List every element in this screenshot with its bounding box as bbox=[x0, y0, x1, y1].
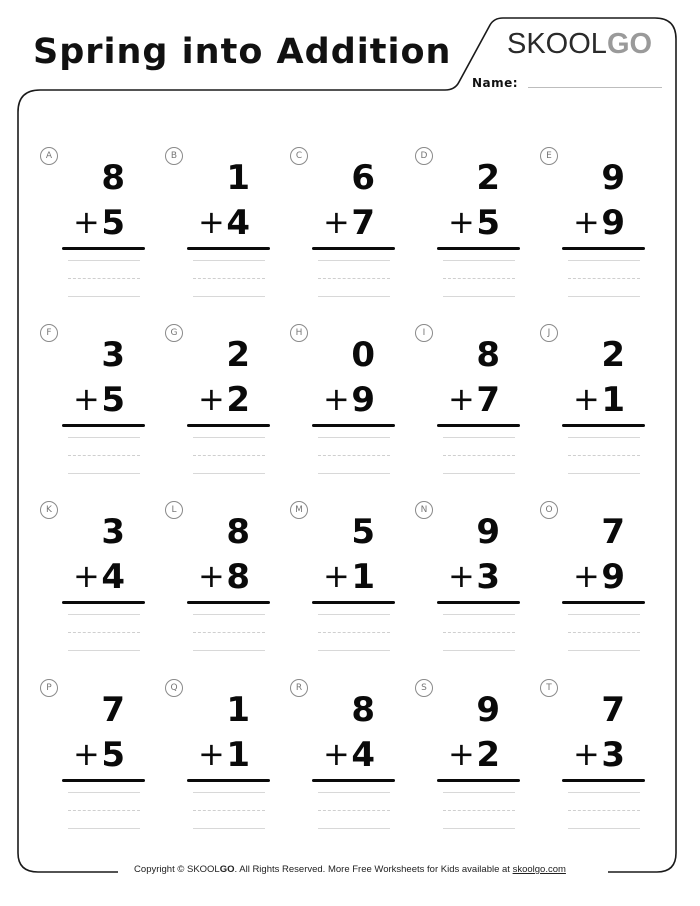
plus-sign: + bbox=[573, 380, 600, 418]
problem-s bbox=[415, 672, 515, 842]
sum-line bbox=[187, 247, 270, 250]
bottom-addend: 4 bbox=[351, 735, 375, 775]
sum-line bbox=[312, 779, 395, 782]
answer-guide-line bbox=[568, 828, 640, 829]
name-label: Name: bbox=[472, 76, 519, 90]
page-title: Spring into Addition bbox=[33, 32, 452, 72]
answer-guide-line bbox=[68, 473, 140, 474]
problem-i bbox=[415, 317, 515, 487]
logo-text: SKOOL bbox=[507, 28, 607, 60]
answer-guide-line[interactable] bbox=[68, 614, 140, 615]
problem-b bbox=[165, 140, 265, 310]
answer-guide-line bbox=[193, 828, 265, 829]
bottom-addend: 1 bbox=[601, 380, 625, 420]
problem-f bbox=[40, 317, 140, 487]
top-addend: 3 bbox=[101, 335, 125, 375]
answer-guide-line[interactable] bbox=[193, 437, 265, 438]
sum-line bbox=[562, 424, 645, 427]
letter-badge: I bbox=[415, 324, 433, 342]
plus-sign: + bbox=[448, 557, 475, 595]
answer-guide-line bbox=[68, 296, 140, 297]
plus-sign: + bbox=[198, 203, 225, 241]
answer-guide-line[interactable] bbox=[568, 260, 640, 261]
problem-k bbox=[40, 494, 140, 664]
plus-sign: + bbox=[198, 557, 225, 595]
letter-badge: B bbox=[165, 147, 183, 165]
answer-guide-line[interactable] bbox=[568, 614, 640, 615]
answer-guide-line[interactable] bbox=[568, 437, 640, 438]
sum-line bbox=[312, 247, 395, 250]
letter-badge: R bbox=[290, 679, 308, 697]
answer-guide-line[interactable] bbox=[318, 614, 390, 615]
answer-guide-dashed bbox=[318, 455, 390, 456]
letter-badge: A bbox=[40, 147, 58, 165]
plus-sign: + bbox=[73, 203, 100, 241]
problem-p bbox=[40, 672, 140, 842]
problem-a bbox=[40, 140, 140, 310]
plus-sign: + bbox=[323, 557, 350, 595]
answer-guide-dashed bbox=[193, 278, 265, 279]
answer-guide-line bbox=[193, 650, 265, 651]
problem-m bbox=[290, 494, 390, 664]
bottom-addend: 1 bbox=[351, 557, 375, 597]
bottom-addend: 7 bbox=[476, 380, 500, 420]
plus-sign: + bbox=[448, 203, 475, 241]
problem-g bbox=[165, 317, 265, 487]
answer-guide-line bbox=[568, 296, 640, 297]
answer-guide-line[interactable] bbox=[443, 614, 515, 615]
letter-badge: D bbox=[415, 147, 433, 165]
sum-line bbox=[437, 424, 520, 427]
answer-guide-line bbox=[68, 650, 140, 651]
top-addend: 3 bbox=[101, 512, 125, 552]
top-addend: 9 bbox=[601, 158, 625, 198]
bottom-addend: 5 bbox=[101, 735, 125, 775]
answer-guide-line[interactable] bbox=[318, 260, 390, 261]
answer-guide-line bbox=[568, 650, 640, 651]
answer-guide-line[interactable] bbox=[193, 792, 265, 793]
answer-guide-dashed bbox=[193, 632, 265, 633]
sum-line bbox=[62, 247, 145, 250]
copyright-text: Copyright © SKOOL bbox=[134, 864, 220, 875]
answer-guide-dashed bbox=[443, 278, 515, 279]
problem-l bbox=[165, 494, 265, 664]
bottom-addend: 3 bbox=[601, 735, 625, 775]
sum-line bbox=[562, 779, 645, 782]
problem-h bbox=[290, 317, 390, 487]
answer-guide-dashed bbox=[193, 455, 265, 456]
letter-badge: H bbox=[290, 324, 308, 342]
answer-guide-dashed bbox=[193, 810, 265, 811]
top-addend: 9 bbox=[476, 690, 500, 730]
answer-guide-dashed bbox=[318, 632, 390, 633]
problem-grid bbox=[30, 140, 670, 840]
bottom-addend: 7 bbox=[351, 203, 375, 243]
answer-guide-dashed bbox=[68, 455, 140, 456]
answer-guide-line[interactable] bbox=[568, 792, 640, 793]
letter-badge: N bbox=[415, 501, 433, 519]
answer-guide-line bbox=[318, 650, 390, 651]
answer-guide-line[interactable] bbox=[193, 614, 265, 615]
answer-guide-dashed bbox=[568, 278, 640, 279]
answer-guide-line bbox=[193, 296, 265, 297]
answer-guide-line[interactable] bbox=[318, 437, 390, 438]
top-addend: 7 bbox=[601, 512, 625, 552]
bottom-addend: 3 bbox=[476, 557, 500, 597]
plus-sign: + bbox=[73, 735, 100, 773]
problem-e bbox=[540, 140, 640, 310]
plus-sign: + bbox=[198, 735, 225, 773]
bottom-addend: 5 bbox=[101, 380, 125, 420]
answer-guide-dashed bbox=[568, 455, 640, 456]
top-addend: 2 bbox=[226, 335, 250, 375]
footer-copyright bbox=[0, 864, 700, 875]
answer-guide-dashed bbox=[68, 278, 140, 279]
bottom-addend: 9 bbox=[601, 557, 625, 597]
sum-line bbox=[437, 601, 520, 604]
letter-badge: T bbox=[540, 679, 558, 697]
answer-guide-line[interactable] bbox=[443, 792, 515, 793]
plus-sign: + bbox=[323, 380, 350, 418]
problem-j bbox=[540, 317, 640, 487]
copyright-brand: GO bbox=[219, 864, 235, 875]
problem-c bbox=[290, 140, 390, 310]
sum-line bbox=[562, 601, 645, 604]
answer-guide-line bbox=[68, 828, 140, 829]
bottom-addend: 2 bbox=[226, 380, 250, 420]
bottom-addend: 9 bbox=[351, 380, 375, 420]
sum-line bbox=[187, 779, 270, 782]
letter-badge: E bbox=[540, 147, 558, 165]
answer-guide-line[interactable] bbox=[443, 437, 515, 438]
plus-sign: + bbox=[448, 735, 475, 773]
sum-line bbox=[312, 424, 395, 427]
logo-go-text: GO bbox=[606, 28, 653, 60]
plus-sign: + bbox=[573, 557, 600, 595]
letter-badge: P bbox=[40, 679, 58, 697]
skoolgo-logo bbox=[507, 28, 652, 61]
sum-line bbox=[312, 601, 395, 604]
problem-o bbox=[540, 494, 640, 664]
answer-guide-dashed bbox=[318, 278, 390, 279]
bottom-addend: 2 bbox=[476, 735, 500, 775]
answer-guide-line bbox=[318, 473, 390, 474]
letter-badge: M bbox=[290, 501, 308, 519]
answer-guide-line[interactable] bbox=[68, 260, 140, 261]
letter-badge: G bbox=[165, 324, 183, 342]
answer-guide-dashed bbox=[568, 632, 640, 633]
answer-guide-line[interactable] bbox=[68, 437, 140, 438]
top-addend: 1 bbox=[226, 690, 250, 730]
top-addend: 8 bbox=[476, 335, 500, 375]
answer-guide-line[interactable] bbox=[443, 260, 515, 261]
plus-sign: + bbox=[73, 380, 100, 418]
bottom-addend: 5 bbox=[476, 203, 500, 243]
problem-n bbox=[415, 494, 515, 664]
bottom-addend: 4 bbox=[101, 557, 125, 597]
letter-badge: O bbox=[540, 501, 558, 519]
letter-badge: C bbox=[290, 147, 308, 165]
problem-t bbox=[540, 672, 640, 842]
plus-sign: + bbox=[448, 380, 475, 418]
letter-badge: L bbox=[165, 501, 183, 519]
letter-badge: Q bbox=[165, 679, 183, 697]
letter-badge: K bbox=[40, 501, 58, 519]
sum-line bbox=[562, 247, 645, 250]
bottom-addend: 5 bbox=[101, 203, 125, 243]
answer-guide-line bbox=[568, 473, 640, 474]
top-addend: 7 bbox=[101, 690, 125, 730]
plus-sign: + bbox=[573, 735, 600, 773]
top-addend: 0 bbox=[351, 335, 375, 375]
letter-badge: S bbox=[415, 679, 433, 697]
sum-line bbox=[437, 247, 520, 250]
sum-line bbox=[62, 424, 145, 427]
problem-d bbox=[415, 140, 515, 310]
answer-guide-dashed bbox=[68, 810, 140, 811]
answer-guide-line bbox=[443, 473, 515, 474]
answer-guide-line bbox=[443, 296, 515, 297]
answer-guide-line bbox=[443, 650, 515, 651]
top-addend: 7 bbox=[601, 690, 625, 730]
answer-guide-dashed bbox=[443, 810, 515, 811]
bottom-addend: 9 bbox=[601, 203, 625, 243]
bottom-addend: 4 bbox=[226, 203, 250, 243]
answer-guide-line bbox=[318, 296, 390, 297]
sum-line bbox=[437, 779, 520, 782]
top-addend: 2 bbox=[476, 158, 500, 198]
answer-guide-line[interactable] bbox=[193, 260, 265, 261]
name-input-line[interactable] bbox=[528, 87, 662, 88]
bottom-addend: 1 bbox=[226, 735, 250, 775]
answer-guide-dashed bbox=[443, 632, 515, 633]
answer-guide-dashed bbox=[443, 455, 515, 456]
plus-sign: + bbox=[198, 380, 225, 418]
letter-badge: F bbox=[40, 324, 58, 342]
sum-line bbox=[187, 601, 270, 604]
top-addend: 6 bbox=[351, 158, 375, 198]
plus-sign: + bbox=[73, 557, 100, 595]
top-addend: 2 bbox=[601, 335, 625, 375]
top-addend: 5 bbox=[351, 512, 375, 552]
plus-sign: + bbox=[573, 203, 600, 241]
answer-guide-line bbox=[193, 473, 265, 474]
answer-guide-line[interactable] bbox=[68, 792, 140, 793]
answer-guide-line[interactable] bbox=[318, 792, 390, 793]
sum-line bbox=[62, 601, 145, 604]
letter-badge: J bbox=[540, 324, 558, 342]
copyright-middle-text: . All Rights Reserved. More Free Worksheets for Kids available at bbox=[234, 864, 513, 875]
skoolgo-link[interactable]: skoolgo.com bbox=[512, 864, 566, 875]
top-addend: 1 bbox=[226, 158, 250, 198]
sum-line bbox=[187, 424, 270, 427]
top-addend: 9 bbox=[476, 512, 500, 552]
plus-sign: + bbox=[323, 203, 350, 241]
problem-q bbox=[165, 672, 265, 842]
answer-guide-line bbox=[318, 828, 390, 829]
problem-r bbox=[290, 672, 390, 842]
sum-line bbox=[62, 779, 145, 782]
top-addend: 8 bbox=[226, 512, 250, 552]
bottom-addend: 8 bbox=[226, 557, 250, 597]
answer-guide-dashed bbox=[318, 810, 390, 811]
answer-guide-line bbox=[443, 828, 515, 829]
plus-sign: + bbox=[323, 735, 350, 773]
answer-guide-dashed bbox=[68, 632, 140, 633]
answer-guide-dashed bbox=[568, 810, 640, 811]
top-addend: 8 bbox=[101, 158, 125, 198]
top-addend: 8 bbox=[351, 690, 375, 730]
